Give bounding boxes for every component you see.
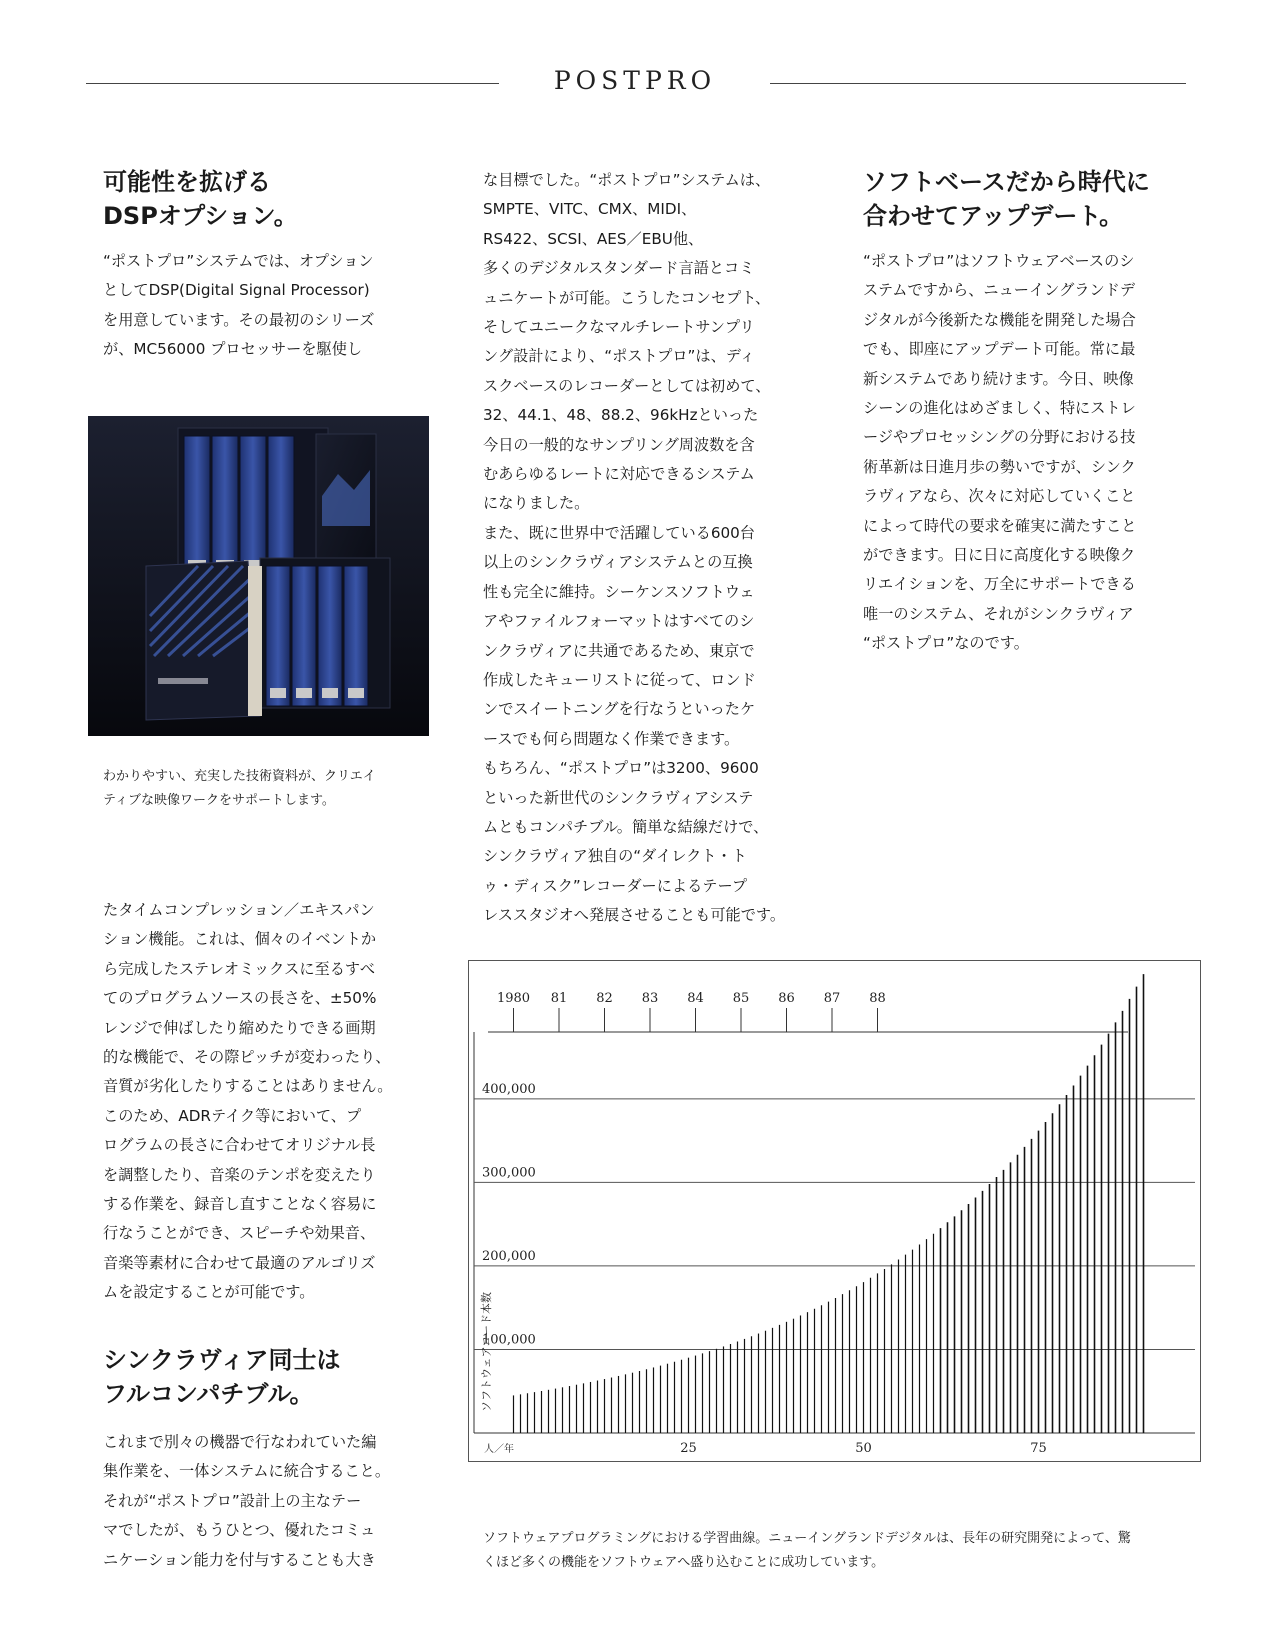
heading-line: 合わせてアップデート。 bbox=[863, 202, 1124, 230]
chart-caption bbox=[483, 1527, 1131, 1575]
text-line: むあらゆるレートに対応できるシステム bbox=[483, 465, 755, 484]
text-line: “ポストプロ”はソフトウェアベースのシ bbox=[863, 252, 1135, 270]
text-line: ステムですから、ニューイングランドデ bbox=[863, 281, 1136, 300]
text-line: RS422、SCSI、AES／EBU他、 bbox=[483, 229, 704, 248]
text-line: “ポストプロ”システムでは、オプション bbox=[103, 252, 374, 270]
year-label: 86 bbox=[778, 991, 795, 1006]
chart-frame bbox=[469, 961, 1201, 1462]
text-line: ュニケートが可能。こうしたコンセプト、 bbox=[483, 288, 771, 307]
heading-line: 可能性を拡げる bbox=[103, 168, 271, 196]
caption-line: わかりやすい、充実した技術資料が、クリエイ bbox=[103, 769, 376, 784]
text-line: ニケーション能力を付与することも大き bbox=[103, 1550, 376, 1569]
heading-dsp-option bbox=[103, 165, 298, 233]
x-tick-label: 25 bbox=[680, 1441, 697, 1456]
y-tick-label: 200,000 bbox=[482, 1248, 536, 1264]
text-line: を調整したり、音楽のテンポを変えたり bbox=[103, 1165, 376, 1184]
y-tick-label: 100,000 bbox=[482, 1332, 536, 1348]
text-line: レススタジオへ発展させることも可能です。 bbox=[483, 906, 786, 925]
text-line: ムを設定することが可能です。 bbox=[103, 1283, 315, 1302]
text-line: を用意しています。その最初のシリーズ bbox=[103, 310, 375, 329]
text-line: 以上のシンクラヴィアシステムとの互換 bbox=[483, 553, 753, 572]
paragraph-dsp bbox=[103, 247, 374, 365]
text-line: が、MC56000 プロセッサーを駆使し bbox=[103, 340, 363, 359]
text-line: 音楽等素材に合わせて最適のアルゴリズ bbox=[103, 1253, 376, 1272]
text-line: てのプログラムソースの長さを、±50% bbox=[103, 989, 377, 1008]
caption-line: ティブな映像ワークをサポートします。 bbox=[103, 793, 335, 808]
text-line: ンクラヴィアに共通であるため、東京で bbox=[483, 641, 755, 660]
heading-line: ソフトベースだから時代に bbox=[863, 168, 1150, 196]
text-line: でも、即座にアップデート可能。常に最 bbox=[863, 340, 1136, 359]
y-tick-label: 300,000 bbox=[482, 1165, 536, 1181]
heading-line: シンクラヴィア同士は bbox=[103, 1346, 341, 1374]
text-line: ンでスイートニングを行なうといったケ bbox=[483, 700, 756, 719]
year-label: 87 bbox=[823, 991, 841, 1006]
text-line: な目標でした。“ポストプロ”システムは、 bbox=[483, 171, 771, 189]
text-line: たタイムコンプレッション／エキスパン bbox=[103, 901, 375, 919]
caption-line: ソフトウェアプログラミングにおける学習曲線。ニューイングランドデジタルは、長年の研究開発によって、驚 bbox=[483, 1531, 1131, 1546]
text-line: ら完成したステレオミックスに至るすべ bbox=[103, 959, 376, 978]
text-line: 唯一のシステム、それがシンクラヴィア bbox=[863, 604, 1134, 623]
text-line: になりました。 bbox=[483, 494, 590, 513]
header-rule-right bbox=[770, 83, 1186, 84]
text-line: 作成したキューリストに従って、ロンド bbox=[483, 670, 756, 689]
text-line: ムともコンパチブル。簡単な結線だけで、 bbox=[483, 817, 769, 836]
binder-boxes-photo bbox=[88, 416, 429, 736]
paragraph-update bbox=[863, 247, 1136, 659]
photo-caption bbox=[103, 765, 376, 813]
text-line: 的な機能で、その際ピッチが変わったり、 bbox=[103, 1048, 391, 1067]
text-line: ゥ・ディスク”レコーダーによるテープ bbox=[483, 876, 748, 895]
text-line: 行なうことができ、スピーチや効果音、 bbox=[103, 1224, 376, 1243]
year-label: 83 bbox=[641, 991, 659, 1006]
year-label: 1980 bbox=[496, 991, 531, 1006]
text-line: シンクラヴィア独自の“ダイレクト・ト bbox=[483, 847, 747, 866]
year-label: 85 bbox=[732, 991, 750, 1006]
text-line: スクベースのレコーダーとしては初めて、 bbox=[483, 376, 771, 395]
learning-curve-chart bbox=[468, 960, 1201, 1462]
x-axis-label: 人／年 bbox=[484, 1444, 514, 1455]
text-line: 多くのデジタルスタンダード言語とコミ bbox=[483, 259, 755, 278]
header-rule-left bbox=[86, 83, 499, 84]
text-line: 術革新は日進月歩の勢いですが、シンク bbox=[863, 457, 1136, 476]
x-tick-label: 75 bbox=[1030, 1441, 1047, 1456]
text-line: といった新世代のシンクラヴィアシステ bbox=[483, 788, 754, 807]
text-line: もちろん、“ポストプロ”は3200、9600 bbox=[483, 759, 759, 778]
text-line: 今日の一般的なサンプリング周波数を含 bbox=[483, 435, 755, 454]
header-brand: POSTPRO bbox=[553, 66, 717, 95]
paragraph-integration bbox=[103, 1428, 390, 1575]
paragraph-time-compression bbox=[103, 896, 392, 1308]
heading-line: フルコンパチブル。 bbox=[103, 1380, 314, 1408]
y-tick-label: 400,000 bbox=[482, 1081, 536, 1097]
heading-line: DSPオプション。 bbox=[103, 202, 298, 230]
text-line: これまで別々の機器で行なわれていた編 bbox=[103, 1433, 377, 1451]
text-line: ージやプロセッシングの分野における技 bbox=[863, 428, 1136, 447]
text-line: 集作業を、一体システムに統合すること。 bbox=[103, 1462, 391, 1481]
paragraph-communication bbox=[483, 166, 785, 931]
text-line: それが“ポストプロ”設計上の主なテー bbox=[103, 1491, 362, 1510]
heading-software-based bbox=[863, 165, 1150, 233]
text-line: ング設計により、“ポストプロ”は、ディ bbox=[483, 347, 755, 366]
text-line: によって時代の要求を確実に満たすこと bbox=[863, 516, 1137, 535]
year-label: 81 bbox=[550, 991, 568, 1006]
text-line: ション機能。これは、個々のイベントか bbox=[103, 930, 377, 949]
text-line: 音質が劣化したりすることはありません。 bbox=[103, 1077, 393, 1096]
text-line: アやファイルフォーマットはすべてのシ bbox=[483, 612, 755, 631]
text-line: ースでも何ら問題なく作業できます。 bbox=[483, 729, 740, 748]
text-line: ジタルが今後新たな機能を開発した場合 bbox=[863, 310, 1136, 329]
y-axis-label: ソフトウェアコード本数 bbox=[480, 1291, 493, 1412]
year-label: 88 bbox=[869, 991, 886, 1006]
year-label: 84 bbox=[687, 991, 704, 1006]
heading-full-compatible bbox=[103, 1343, 340, 1411]
text-line: ログラムの長さに合わせてオリジナル長 bbox=[103, 1136, 376, 1155]
text-line: ができます。日に日に高度化する映像ク bbox=[863, 546, 1136, 565]
text-line: 32、44.1、48、88.2、96kHzといった bbox=[483, 406, 759, 425]
text-line: マでしたが、もうひとつ、優れたコミュ bbox=[103, 1521, 376, 1540]
text-line: 新システムであり続けます。今日、映像 bbox=[863, 369, 1134, 388]
text-line: “ポストプロ”なのです。 bbox=[863, 634, 1029, 653]
text-line: レンジで伸ばしたり縮めたりできる画期 bbox=[103, 1018, 376, 1037]
caption-line: くほど多くの機能をソフトウェアへ盛り込むことに成功しています。 bbox=[483, 1555, 885, 1570]
text-line: リエイションを、万全にサポートできる bbox=[863, 575, 1136, 594]
text-line: 性も完全に維持。シーケンスソフトウェ bbox=[483, 582, 755, 601]
year-label: 82 bbox=[596, 991, 613, 1006]
text-line: シーンの進化はめざましく、特にストレ bbox=[863, 399, 1136, 418]
text-line: そしてユニークなマルチレートサンプリ bbox=[483, 318, 755, 337]
text-line: する作業を、録音し直すことなく容易に bbox=[103, 1195, 377, 1214]
text-line: SMPTE、VITC、CMX、MIDI、 bbox=[483, 200, 697, 219]
text-line: また、既に世界中で活躍している600台 bbox=[483, 523, 755, 542]
text-line: としてDSP(Digital Signal Processor) bbox=[103, 281, 370, 300]
text-line: このため、ADRテイク等において、プ bbox=[103, 1106, 362, 1125]
text-line: ラヴィアなら、次々に対応していくこと bbox=[863, 487, 1136, 506]
x-tick-label: 50 bbox=[855, 1441, 872, 1456]
